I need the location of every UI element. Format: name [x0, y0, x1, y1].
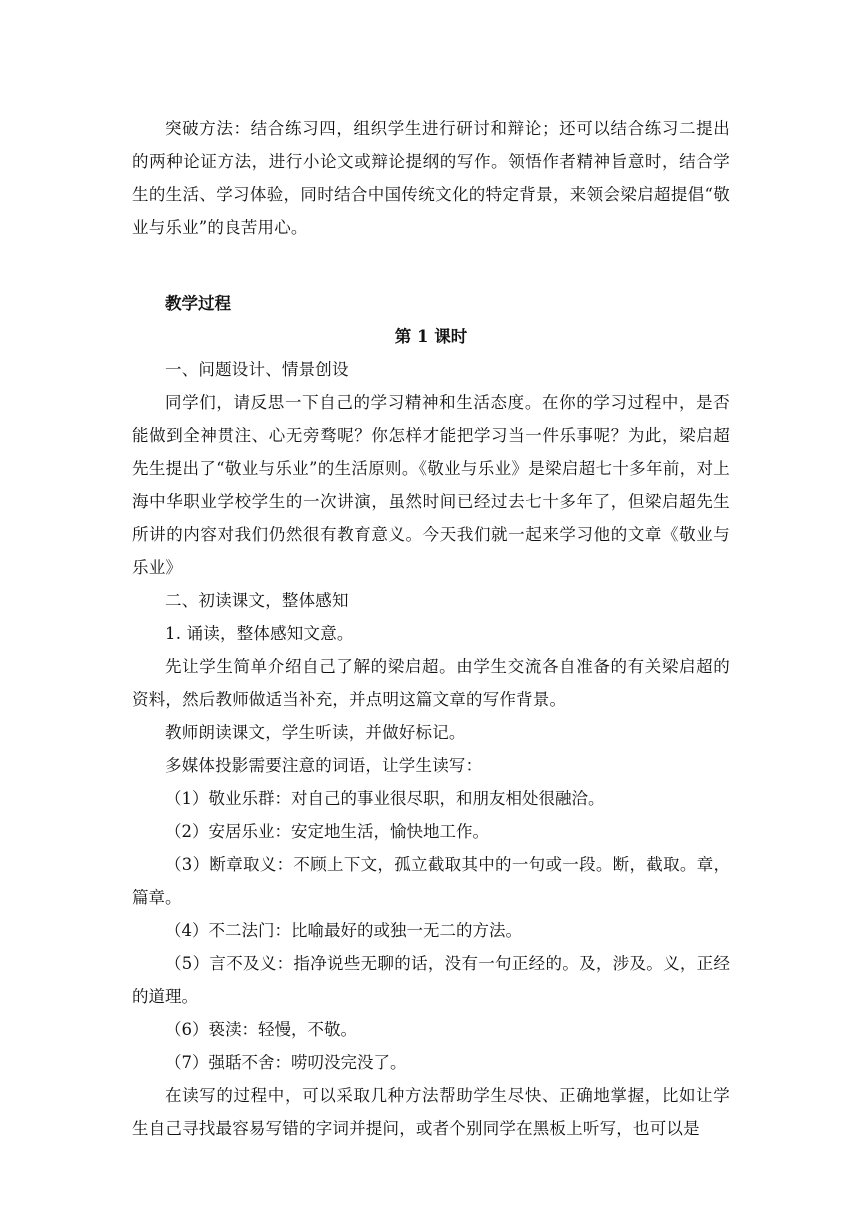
- part2-paragraph-3: 多媒体投影需要注意的词语，让学生读写：: [165, 756, 483, 775]
- part2-sub1: 1. 诵读，整体感知文意。: [165, 624, 354, 643]
- vocab-item-6: （6）亵渎：轻慢，不敬。: [165, 1020, 357, 1039]
- vocab-item-1: （1）敬业乐群：对自己的事业很尽职，和朋友相处很融洽。: [165, 789, 605, 808]
- vocab-item-5: （5）言不及义：指净说些无聊的话，没有一句正经的。及，涉及。义，正经的道理。: [132, 954, 730, 1006]
- part2-paragraph-4: 在读写的过程中，可以采取几种方法帮助学生尽快、正确地掌握，比如让学生自己寻找最容易写错的字词并提问，或者个别同学在黑板上听写，也可以是: [132, 1086, 730, 1138]
- paragraph-breakthrough-method: 突破方法：结合练习四，组织学生进行研讨和辩论；还可以结合练习二提出的两种论证方法，进行小论文或辩论提纲的写作。领悟作者精神旨意时，结合学生的生活、学习体验，同时结合中国传统文化的特定背景，来领会梁启超提倡“敬业与乐业”的良苦用心。: [132, 119, 730, 237]
- document-page: [132, 112, 730, 1145]
- spacer: [132, 244, 730, 277]
- part1-heading: 一、问题设计、情景创设: [165, 360, 349, 379]
- spacer: [132, 277, 730, 287]
- part1-text: 同学们，请反思一下自己的学习精神和生活态度。在你的学习过程中，是否能做到全神贯注、心无旁骛呢？你怎样才能把学习当一件乐事呢？为此，梁启超先生提出了“敬业与乐业”的生活原则。《敬业与乐业》是梁启超七十多年前，对上海中华职业学校学生的一次讲演，虽然时间已经过去七十多年了，但梁启超先生所讲的内容对我们仍然很有教育意义。今天我们就一起来学习他的文章《敬业与乐业》: [132, 393, 730, 577]
- vocab-item-4: （4）不二法门：比喻最好的或独一无二的方法。: [165, 921, 522, 940]
- vocab-item-7: （7）强聒不舍：唠叨没完没了。: [165, 1053, 407, 1072]
- lesson-title: 第 1 课时: [394, 327, 468, 346]
- vocab-item-2: （2）安居乐业：安定地生活，愉快地工作。: [165, 822, 489, 841]
- part2-heading: 二、初读课文，整体感知: [165, 591, 349, 610]
- part2-paragraph-2: 教师朗读课文，学生听读，并做好标记。: [165, 723, 466, 742]
- part2-paragraph-1: 先让学生简单介绍自己了解的梁启超。由学生交流各自准备的有关梁启超的资料，然后教师做适当补充，并点明这篇文章的写作背景。: [132, 657, 730, 709]
- section-title: 教学过程: [165, 294, 231, 313]
- vocab-item-3: （3）断章取义：不顾上下文，孤立截取其中的一句或一段。断，截取。章，篇章。: [132, 855, 730, 907]
